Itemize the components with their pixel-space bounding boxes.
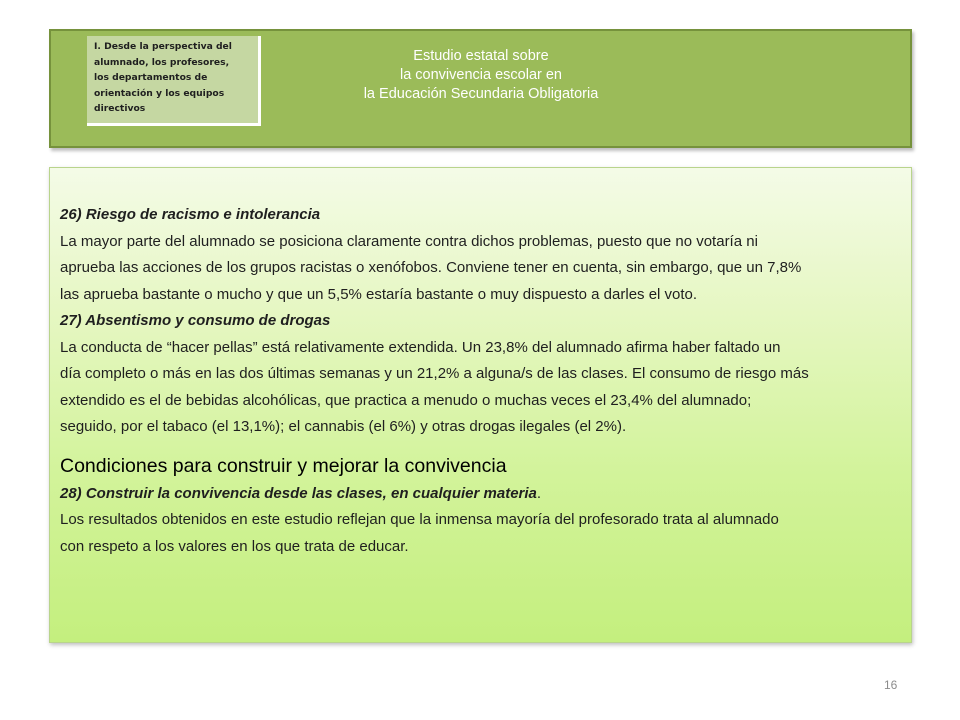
paragraph-line: extendido es el de bebidas alcohólicas, que practica a menudo o muchas veces el 23,4% del alumnado; [60,391,752,409]
paragraph-line: Los resultados obtenidos en este estudio reflejan que la inmensa mayoría del profesorado trata al alumnado [60,511,779,528]
paragraph-line: La mayor parte del alumnado se posiciona claramente contra dichos problemas, puesto que no votaría ni [60,232,758,250]
paragraph-line: con respeto a los valores en los que trata de educar. [60,537,409,555]
paragraph-line: aprueba las acciones de los grupos racistas o xenófobos. Conviene tener en cuenta, sin embargo, que un 7,8% [60,259,802,276]
subsection-28-title [60,481,910,508]
document-title-line: la Educación Secundaria Obligatoria [363,86,599,102]
document-title [286,47,676,104]
subsection-28-title-text: 28) Construir la convivencia desde las clases, en cualquier materia [60,484,537,502]
subsection-28-title-period: . [536,484,542,502]
paragraph-line: las aprueba bastante o mucho y que un 5,5% estaría bastante o muy dispuesto a darles el voto. [60,285,698,303]
document-title-line: la convivencia escolar en [399,67,562,83]
paragraph-line: día completo o más en las dos últimas semanas y un 21,2% a alguna/s de las clases. El consumo de riesgo más [60,365,809,382]
content-panel [49,167,912,643]
section-tag-line: I. Desde la perspectiva del [94,41,232,52]
section-tag [87,36,261,126]
paragraph-line: seguido, por el tabaco (el 13,1%); el cannabis (el 6%) y otras drogas ilegales (el 2%). [60,418,627,435]
subsection-26-title: 26) Riesgo de racismo e intolerancia [60,206,321,223]
page-number: 16 [884,678,898,692]
section-tag-line: directivos [94,103,146,115]
subsection-27-title: 27) Absentismo y consumo de drogas [60,312,331,329]
header-banner [49,29,912,148]
document-title-line: Estudio estatal sobre [413,48,549,64]
section-tag-line: alumnado, los profesores, [94,56,230,68]
paragraph-line: La conducta de “hacer pellas” está relativamente extendida. Un 23,8% del alumnado afirma haber faltado un [60,338,781,356]
section-heading: Condiciones para construir y mejorar la convivencia [60,454,507,477]
section-tag-line: orientación y los equipos [94,87,225,99]
content-body [60,202,910,560]
section-tag-line: los departamentos de [94,72,208,84]
